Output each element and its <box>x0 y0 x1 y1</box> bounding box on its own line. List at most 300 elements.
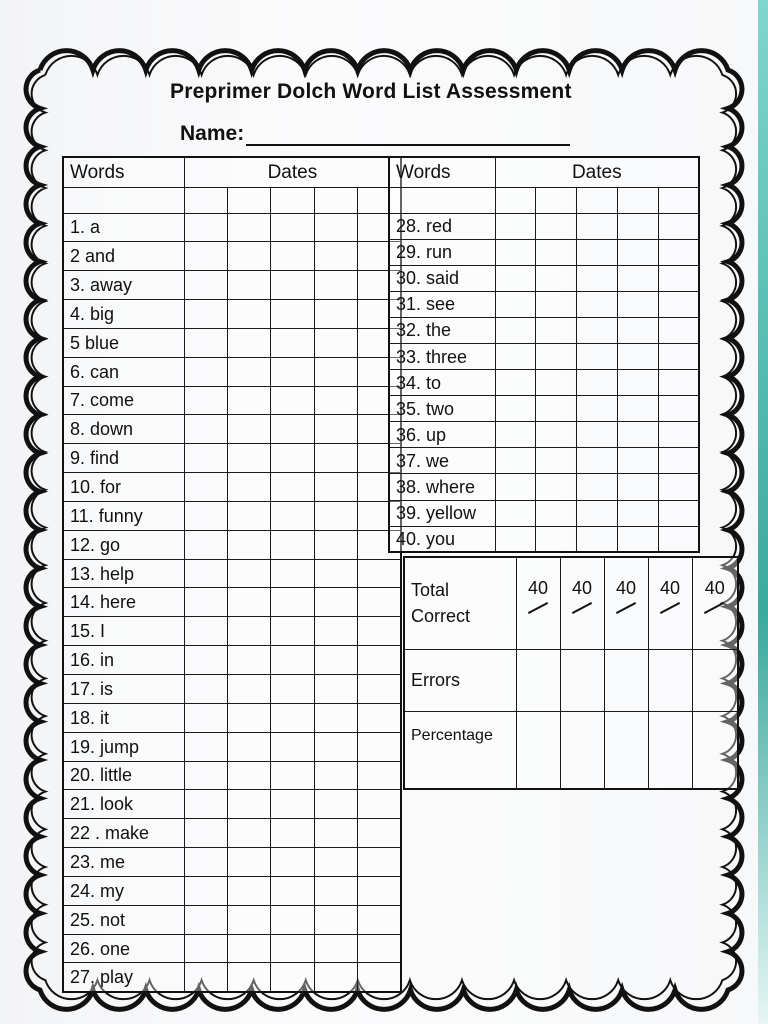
mark-cell[interactable] <box>271 501 314 530</box>
word-cell: 6. can <box>63 357 184 386</box>
word-row <box>389 422 699 448</box>
word-cell: 22 . make <box>63 819 184 848</box>
mark-cell[interactable] <box>314 473 357 502</box>
word-row <box>389 370 699 396</box>
mark-cell[interactable] <box>314 790 357 819</box>
word-row <box>63 415 401 444</box>
mark-cell[interactable] <box>271 559 314 588</box>
total-label-line1: Total <box>411 580 450 601</box>
words-header: Words <box>389 157 495 187</box>
mark-cell[interactable] <box>495 343 536 369</box>
score-denominator: 40 <box>704 578 725 599</box>
summary-table <box>403 556 739 790</box>
mark-cell[interactable] <box>228 848 271 877</box>
mark-cell[interactable] <box>358 790 401 819</box>
word-cell: 33. three <box>389 343 495 369</box>
mark-cell[interactable] <box>617 213 658 239</box>
mark-cell[interactable] <box>536 291 577 317</box>
word-row <box>63 357 401 386</box>
mark-cell[interactable] <box>314 934 357 963</box>
word-row <box>389 500 699 526</box>
mark-cell[interactable] <box>184 357 227 386</box>
mark-cell[interactable] <box>358 934 401 963</box>
mark-cell[interactable] <box>184 271 227 300</box>
word-row <box>63 386 401 415</box>
word-cell: 9. find <box>63 444 184 473</box>
mark-cell[interactable] <box>228 328 271 357</box>
percentage-label: Percentage <box>404 711 516 789</box>
mark-cell[interactable] <box>358 559 401 588</box>
mark-cell[interactable] <box>184 905 227 934</box>
mark-cell[interactable] <box>617 526 658 552</box>
word-cell: 8. down <box>63 415 184 444</box>
errors-cell[interactable] <box>648 649 692 711</box>
mark-cell[interactable] <box>228 675 271 704</box>
mark-cell[interactable] <box>577 343 618 369</box>
mark-cell[interactable] <box>184 530 227 559</box>
word-cell: 18. it <box>63 703 184 732</box>
total-correct-label <box>404 557 516 649</box>
date-entry-cell[interactable] <box>271 187 314 213</box>
mark-cell[interactable] <box>271 386 314 415</box>
word-cell: 17. is <box>63 675 184 704</box>
mark-cell[interactable] <box>314 501 357 530</box>
date-entry-cell[interactable] <box>577 187 618 213</box>
mark-cell[interactable] <box>658 213 699 239</box>
mark-cell[interactable] <box>271 530 314 559</box>
mark-cell[interactable] <box>358 617 401 646</box>
mark-cell[interactable] <box>271 415 314 444</box>
mark-cell[interactable] <box>271 819 314 848</box>
mark-cell[interactable] <box>271 213 314 242</box>
mark-cell[interactable] <box>577 239 618 265</box>
mark-cell[interactable] <box>577 526 618 552</box>
mark-cell[interactable] <box>228 357 271 386</box>
blank-word-cell <box>389 187 495 213</box>
word-row <box>389 291 699 317</box>
mark-cell[interactable] <box>271 732 314 761</box>
word-cell: 37. we <box>389 448 495 474</box>
mark-cell[interactable] <box>495 474 536 500</box>
mark-cell[interactable] <box>536 239 577 265</box>
score-denominator: 40 <box>527 578 549 599</box>
mark-cell[interactable] <box>495 239 536 265</box>
mark-cell[interactable] <box>271 357 314 386</box>
mark-cell[interactable] <box>184 473 227 502</box>
mark-cell[interactable] <box>228 213 271 242</box>
mark-cell[interactable] <box>184 790 227 819</box>
mark-cell[interactable] <box>271 905 314 934</box>
errors-row <box>404 649 738 711</box>
mark-cell[interactable] <box>658 317 699 343</box>
blank-word-cell <box>63 187 184 213</box>
mark-cell[interactable] <box>495 448 536 474</box>
mark-cell[interactable] <box>228 300 271 329</box>
mark-cell[interactable] <box>617 448 658 474</box>
mark-cell[interactable] <box>314 819 357 848</box>
mark-cell[interactable] <box>184 588 227 617</box>
date-entry-row <box>389 187 699 213</box>
mark-cell[interactable] <box>658 291 699 317</box>
mark-cell[interactable] <box>228 963 271 992</box>
mark-cell[interactable] <box>314 386 357 415</box>
mark-cell[interactable] <box>228 473 271 502</box>
mark-cell[interactable] <box>184 963 227 992</box>
word-row <box>63 559 401 588</box>
mark-cell[interactable] <box>228 703 271 732</box>
word-row <box>389 213 699 239</box>
mark-cell[interactable] <box>184 444 227 473</box>
mark-cell[interactable] <box>358 819 401 848</box>
mark-cell[interactable] <box>184 646 227 675</box>
mark-cell[interactable] <box>577 213 618 239</box>
word-cell: 11. funny <box>63 501 184 530</box>
mark-cell[interactable] <box>617 474 658 500</box>
score-denominator: 40 <box>659 578 681 599</box>
errors-cell[interactable] <box>692 649 738 711</box>
header-row <box>389 157 699 187</box>
mark-cell[interactable] <box>228 761 271 790</box>
word-row <box>63 819 401 848</box>
word-row <box>63 876 401 905</box>
mark-cell[interactable] <box>228 530 271 559</box>
mark-cell[interactable] <box>617 396 658 422</box>
mark-cell[interactable] <box>495 213 536 239</box>
date-entry-cell[interactable] <box>617 187 658 213</box>
mark-cell[interactable] <box>358 588 401 617</box>
word-row <box>63 617 401 646</box>
word-cell: 15. I <box>63 617 184 646</box>
word-row <box>389 265 699 291</box>
mark-cell[interactable] <box>658 526 699 552</box>
mark-cell[interactable] <box>358 646 401 675</box>
mark-cell[interactable] <box>658 396 699 422</box>
mark-cell[interactable] <box>228 617 271 646</box>
mark-cell[interactable] <box>314 703 357 732</box>
mark-cell[interactable] <box>658 370 699 396</box>
mark-cell[interactable] <box>617 370 658 396</box>
date-entry-cell[interactable] <box>184 187 227 213</box>
mark-cell[interactable] <box>228 501 271 530</box>
mark-cell[interactable] <box>271 617 314 646</box>
name-field[interactable] <box>246 144 570 146</box>
mark-cell[interactable] <box>358 876 401 905</box>
errors-cell[interactable] <box>560 649 604 711</box>
total-score-cell[interactable] <box>604 557 648 649</box>
word-cell: 1. a <box>63 213 184 242</box>
total-score-cell[interactable] <box>560 557 604 649</box>
mark-cell[interactable] <box>184 761 227 790</box>
total-label-line2: Correct <box>411 606 471 627</box>
word-cell: 25. not <box>63 905 184 934</box>
mark-cell[interactable] <box>577 474 618 500</box>
word-cell: 3. away <box>63 271 184 300</box>
date-entry-cell[interactable] <box>495 187 536 213</box>
mark-cell[interactable] <box>184 501 227 530</box>
percentage-cell[interactable] <box>516 711 560 789</box>
mark-cell[interactable] <box>536 317 577 343</box>
total-correct-row <box>404 557 738 649</box>
mark-cell[interactable] <box>314 588 357 617</box>
mark-cell[interactable] <box>228 905 271 934</box>
mark-cell[interactable] <box>271 646 314 675</box>
mark-cell[interactable] <box>314 876 357 905</box>
mark-cell[interactable] <box>184 617 227 646</box>
mark-cell[interactable] <box>536 526 577 552</box>
mark-cell[interactable] <box>228 646 271 675</box>
mark-cell[interactable] <box>617 500 658 526</box>
mark-cell[interactable] <box>358 732 401 761</box>
mark-cell[interactable] <box>314 357 357 386</box>
mark-cell[interactable] <box>314 242 357 271</box>
mark-cell[interactable] <box>271 790 314 819</box>
word-row <box>63 905 401 934</box>
mark-cell[interactable] <box>184 703 227 732</box>
mark-cell[interactable] <box>658 448 699 474</box>
mark-cell[interactable] <box>358 703 401 732</box>
word-row <box>389 317 699 343</box>
mark-cell[interactable] <box>228 876 271 905</box>
mark-cell[interactable] <box>658 474 699 500</box>
word-row <box>63 501 401 530</box>
mark-cell[interactable] <box>228 934 271 963</box>
percentage-row <box>404 711 738 789</box>
mark-cell[interactable] <box>271 473 314 502</box>
word-cell: 36. up <box>389 422 495 448</box>
mark-cell[interactable] <box>536 370 577 396</box>
word-row <box>389 448 699 474</box>
word-cell: 4. big <box>63 300 184 329</box>
word-row <box>389 396 699 422</box>
date-entry-cell[interactable] <box>314 187 357 213</box>
word-row <box>63 646 401 675</box>
mark-cell[interactable] <box>577 422 618 448</box>
word-row <box>63 588 401 617</box>
mark-cell[interactable] <box>184 300 227 329</box>
mark-cell[interactable] <box>314 559 357 588</box>
word-row <box>63 703 401 732</box>
mark-cell[interactable] <box>314 213 357 242</box>
mark-cell[interactable] <box>228 790 271 819</box>
word-row <box>63 444 401 473</box>
mark-cell[interactable] <box>271 761 314 790</box>
mark-cell[interactable] <box>358 848 401 877</box>
mark-cell[interactable] <box>271 703 314 732</box>
mark-cell[interactable] <box>617 422 658 448</box>
word-cell: 13. help <box>63 559 184 588</box>
total-score-cell[interactable] <box>516 557 560 649</box>
mark-cell[interactable] <box>228 559 271 588</box>
mark-cell[interactable] <box>314 761 357 790</box>
date-entry-cell[interactable] <box>658 187 699 213</box>
mark-cell[interactable] <box>536 422 577 448</box>
dates-header: Dates <box>184 157 401 187</box>
mark-cell[interactable] <box>271 328 314 357</box>
mark-cell[interactable] <box>658 422 699 448</box>
mark-cell[interactable] <box>184 819 227 848</box>
word-row <box>63 213 401 242</box>
mark-cell[interactable] <box>495 422 536 448</box>
mark-cell[interactable] <box>184 934 227 963</box>
mark-cell[interactable] <box>228 588 271 617</box>
mark-cell[interactable] <box>228 732 271 761</box>
mark-cell[interactable] <box>358 675 401 704</box>
mark-cell[interactable] <box>228 819 271 848</box>
mark-cell[interactable] <box>271 271 314 300</box>
errors-cell[interactable] <box>604 649 648 711</box>
word-cell: 26. one <box>63 934 184 963</box>
word-row <box>63 732 401 761</box>
mark-cell[interactable] <box>184 242 227 271</box>
mark-cell[interactable] <box>271 444 314 473</box>
word-cell: 31. see <box>389 291 495 317</box>
word-row <box>63 300 401 329</box>
left-word-table <box>62 156 402 993</box>
mark-cell[interactable] <box>228 386 271 415</box>
mark-cell[interactable] <box>314 444 357 473</box>
mark-cell[interactable] <box>314 328 357 357</box>
word-row <box>63 530 401 559</box>
date-entry-row <box>63 187 401 213</box>
mark-cell[interactable] <box>495 500 536 526</box>
mark-cell[interactable] <box>314 415 357 444</box>
mark-cell[interactable] <box>184 415 227 444</box>
mark-cell[interactable] <box>184 848 227 877</box>
word-cell: 5 blue <box>63 328 184 357</box>
word-row <box>389 239 699 265</box>
mark-cell[interactable] <box>184 559 227 588</box>
mark-cell[interactable] <box>495 317 536 343</box>
mark-cell[interactable] <box>577 265 618 291</box>
mark-cell[interactable] <box>314 617 357 646</box>
date-entry-cell[interactable] <box>228 187 271 213</box>
mark-cell[interactable] <box>314 963 357 992</box>
name-label: Name: <box>180 122 245 145</box>
mark-cell[interactable] <box>658 239 699 265</box>
mark-cell[interactable] <box>495 291 536 317</box>
mark-cell[interactable] <box>228 242 271 271</box>
right-word-table <box>388 156 700 553</box>
word-row <box>63 934 401 963</box>
page-title: Preprimer Dolch Word List Assessment <box>170 80 572 103</box>
mark-cell[interactable] <box>536 474 577 500</box>
mark-cell[interactable] <box>228 415 271 444</box>
mark-cell[interactable] <box>228 271 271 300</box>
mark-cell[interactable] <box>184 328 227 357</box>
mark-cell[interactable] <box>358 905 401 934</box>
word-row <box>63 790 401 819</box>
word-row <box>389 343 699 369</box>
mark-cell[interactable] <box>184 213 227 242</box>
mark-cell[interactable] <box>577 370 618 396</box>
mark-cell[interactable] <box>536 500 577 526</box>
mark-cell[interactable] <box>271 848 314 877</box>
word-cell: 32. the <box>389 317 495 343</box>
word-cell: 24. my <box>63 876 184 905</box>
mark-cell[interactable] <box>495 396 536 422</box>
mark-cell[interactable] <box>617 265 658 291</box>
mark-cell[interactable] <box>358 963 401 992</box>
mark-cell[interactable] <box>271 963 314 992</box>
mark-cell[interactable] <box>658 265 699 291</box>
mark-cell[interactable] <box>184 386 227 415</box>
total-score-cell[interactable] <box>692 557 738 649</box>
mark-cell[interactable] <box>314 530 357 559</box>
mark-cell[interactable] <box>314 646 357 675</box>
percentage-cell[interactable] <box>560 711 604 789</box>
words-header: Words <box>63 157 184 187</box>
total-score-cell[interactable] <box>648 557 692 649</box>
mark-cell[interactable] <box>495 526 536 552</box>
mark-cell[interactable] <box>577 500 618 526</box>
mark-cell[interactable] <box>577 291 618 317</box>
word-row <box>63 473 401 502</box>
date-entry-cell[interactable] <box>536 187 577 213</box>
word-cell: 28. red <box>389 213 495 239</box>
percentage-cell[interactable] <box>604 711 648 789</box>
mark-cell[interactable] <box>314 675 357 704</box>
mark-cell[interactable] <box>577 317 618 343</box>
mark-cell[interactable] <box>658 343 699 369</box>
mark-cell[interactable] <box>314 300 357 329</box>
word-cell: 20. little <box>63 761 184 790</box>
word-row <box>63 963 401 992</box>
mark-cell[interactable] <box>495 265 536 291</box>
mark-cell[interactable] <box>577 448 618 474</box>
mark-cell[interactable] <box>536 396 577 422</box>
mark-cell[interactable] <box>536 448 577 474</box>
mark-cell[interactable] <box>271 588 314 617</box>
mark-cell[interactable] <box>658 500 699 526</box>
mark-cell[interactable] <box>314 905 357 934</box>
mark-cell[interactable] <box>314 732 357 761</box>
mark-cell[interactable] <box>617 317 658 343</box>
mark-cell[interactable] <box>314 271 357 300</box>
mark-cell[interactable] <box>358 761 401 790</box>
mark-cell[interactable] <box>184 876 227 905</box>
mark-cell[interactable] <box>184 732 227 761</box>
mark-cell[interactable] <box>271 300 314 329</box>
word-cell: 23. me <box>63 848 184 877</box>
word-row <box>63 848 401 877</box>
mark-cell[interactable] <box>617 343 658 369</box>
mark-cell[interactable] <box>271 242 314 271</box>
mark-cell[interactable] <box>577 396 618 422</box>
mark-cell[interactable] <box>495 370 536 396</box>
mark-cell[interactable] <box>536 265 577 291</box>
word-cell: 14. here <box>63 588 184 617</box>
word-cell: 40. you <box>389 526 495 552</box>
mark-cell[interactable] <box>617 239 658 265</box>
mark-cell[interactable] <box>314 848 357 877</box>
mark-cell[interactable] <box>271 876 314 905</box>
percentage-cell[interactable] <box>692 711 738 789</box>
mark-cell[interactable] <box>536 213 577 239</box>
word-cell: 29. run <box>389 239 495 265</box>
score-denominator: 40 <box>615 578 637 599</box>
percentage-cell[interactable] <box>648 711 692 789</box>
mark-cell[interactable] <box>536 343 577 369</box>
word-row <box>63 271 401 300</box>
word-row <box>63 242 401 271</box>
mark-cell[interactable] <box>228 444 271 473</box>
mark-cell[interactable] <box>271 675 314 704</box>
errors-cell[interactable] <box>516 649 560 711</box>
mark-cell[interactable] <box>184 675 227 704</box>
word-row <box>389 526 699 552</box>
mark-cell[interactable] <box>617 291 658 317</box>
mark-cell[interactable] <box>271 934 314 963</box>
